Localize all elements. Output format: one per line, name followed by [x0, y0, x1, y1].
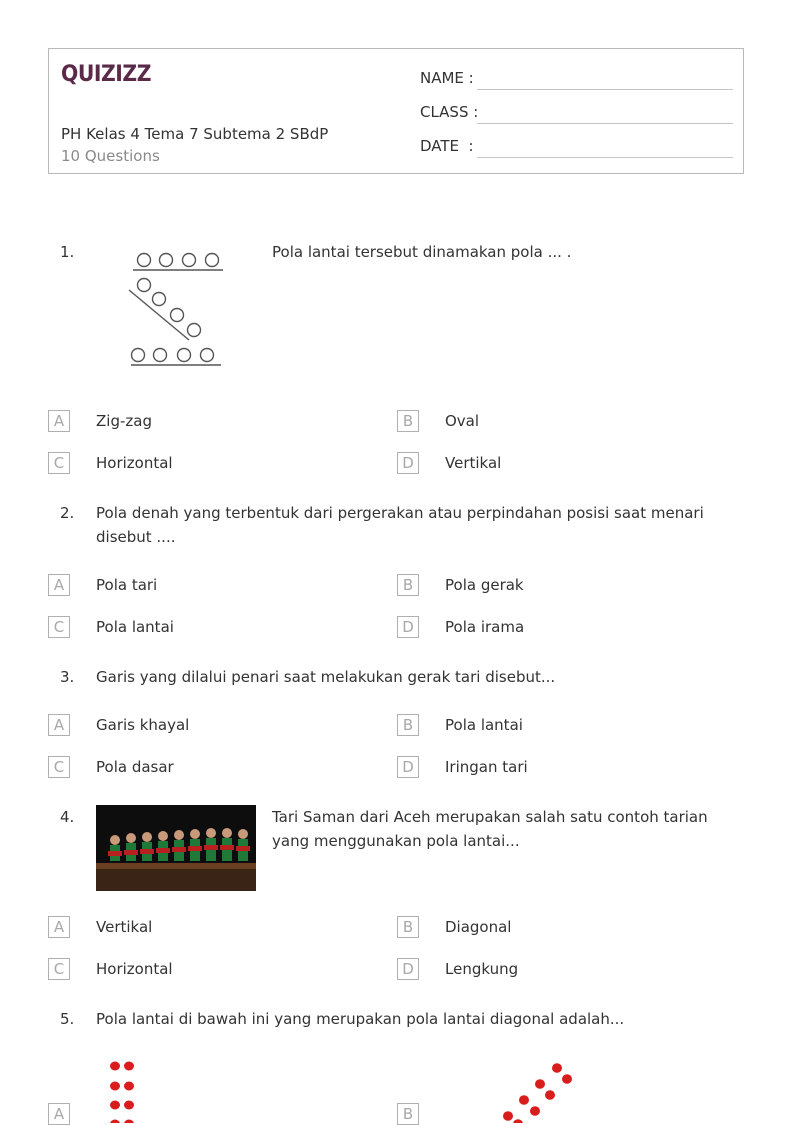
question-text: Pola lantai tersebut dinamakan pola ... . — [272, 243, 572, 261]
question-number: 2. — [60, 504, 75, 522]
question-count: 10 Questions — [61, 147, 160, 165]
option-letter[interactable]: D — [397, 452, 419, 474]
option-text[interactable]: Pola dasar — [96, 758, 174, 776]
question-number: 3. — [60, 668, 75, 686]
option-letter[interactable]: A — [48, 574, 70, 596]
svg-text:QUIZIZZ: QUIZIZZ — [61, 62, 151, 87]
option-text[interactable]: Horizontal — [96, 960, 173, 978]
saman-dancers-photo — [96, 805, 256, 891]
option-letter[interactable]: B — [397, 714, 419, 736]
option-text[interactable]: Pola lantai — [445, 716, 523, 734]
option-letter[interactable]: A — [48, 1103, 70, 1125]
question-text: Pola lantai di bawah ini yang merupakan pola lantai diagonal adalah... — [96, 1010, 625, 1028]
name-line[interactable] — [477, 89, 733, 90]
option-letter[interactable]: B — [397, 574, 419, 596]
option-text[interactable]: Pola tari — [96, 576, 158, 594]
option-text[interactable]: Garis khayal — [96, 716, 190, 734]
option-text[interactable]: Diagonal — [445, 918, 512, 936]
option-letter[interactable]: D — [397, 958, 419, 980]
option-letter[interactable]: C — [48, 958, 70, 980]
date-label: DATE : — [420, 137, 474, 155]
option-text[interactable]: Oval — [445, 412, 480, 430]
question-number: 4. — [60, 808, 75, 826]
question-text: Pola denah yang terbentuk dari pergerakan atau perpindahan posisi saat menari disebut .... — [96, 504, 704, 546]
option-text[interactable]: Lengkung — [445, 960, 519, 978]
option-letter[interactable]: C — [48, 452, 70, 474]
question-number: 1. — [60, 243, 75, 261]
option-letter[interactable]: D — [397, 616, 419, 638]
option-letter[interactable]: B — [397, 410, 419, 432]
question-text: Tari Saman dari Aceh merupakan salah satu contoh tarian yang menggunakan pola lantai... — [272, 808, 708, 850]
worksheet-header — [48, 48, 744, 174]
option-letter[interactable]: A — [48, 714, 70, 736]
option-text[interactable]: Pola lantai — [96, 618, 174, 636]
option-letter[interactable]: C — [48, 616, 70, 638]
option-letter[interactable]: C — [48, 756, 70, 778]
option-letter[interactable]: B — [397, 916, 419, 938]
class-label: CLASS : — [420, 103, 479, 121]
date-line[interactable] — [477, 157, 733, 158]
option-letter[interactable]: A — [48, 916, 70, 938]
name-label: NAME : — [420, 69, 474, 87]
option-text[interactable]: Horizontal — [96, 454, 173, 472]
option-letter[interactable]: B — [397, 1103, 419, 1125]
option-letter[interactable]: A — [48, 410, 70, 432]
option-text[interactable]: Iringan tari — [445, 758, 528, 776]
option-text[interactable]: Zig-zag — [96, 412, 152, 430]
option-text[interactable]: Pola gerak — [445, 576, 524, 594]
vertical-dot-pattern-image[interactable] — [104, 1058, 144, 1123]
option-text[interactable]: Vertikal — [445, 454, 502, 472]
question-text: Garis yang dilalui penari saat melakukan gerak tari disebut... — [96, 668, 556, 686]
zig-zag-floor-pattern-image — [115, 240, 241, 372]
class-line[interactable] — [477, 123, 733, 124]
question-number: 5. — [60, 1010, 75, 1028]
diagonal-dot-pattern-image[interactable] — [496, 1058, 580, 1123]
worksheet-title: PH Kelas 4 Tema 7 Subtema 2 SBdP — [61, 125, 329, 143]
option-letter[interactable]: D — [397, 756, 419, 778]
option-text[interactable]: Vertikal — [96, 918, 153, 936]
quizizz-logo — [61, 59, 153, 87]
option-text[interactable]: Pola irama — [445, 618, 525, 636]
